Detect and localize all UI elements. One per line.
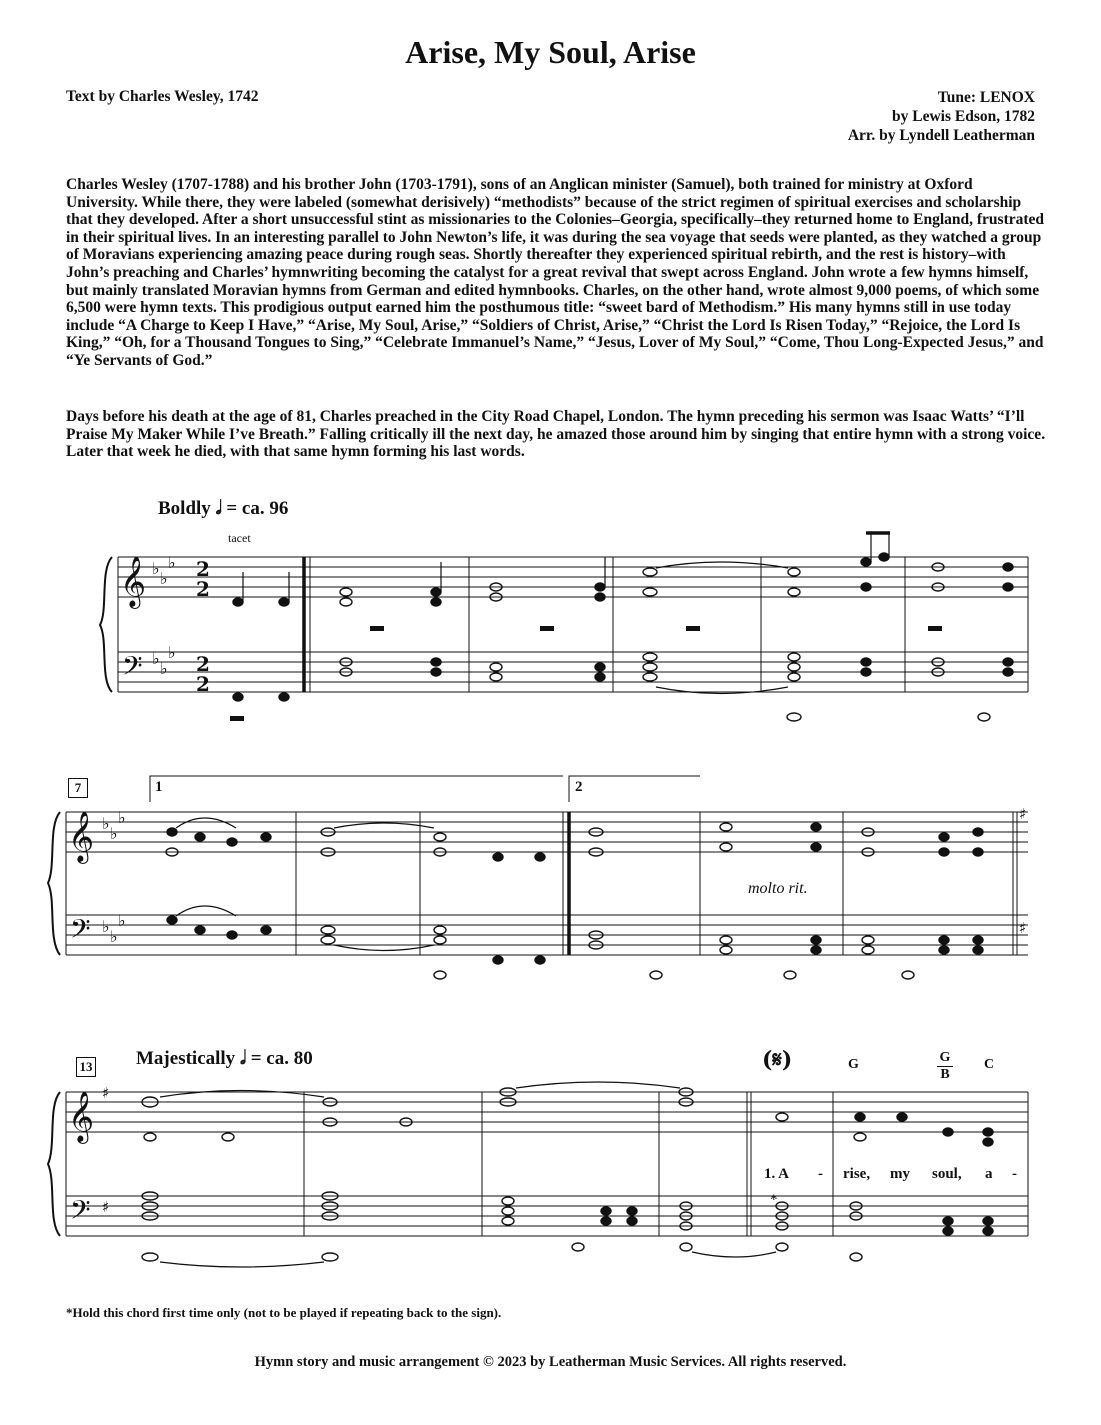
- svg-text:♭: ♭: [160, 659, 168, 678]
- chord-symbol-g: G: [848, 1057, 859, 1072]
- half-note-icon: 𝅗𝅥: [215, 497, 222, 519]
- svg-text:♭: ♭: [110, 927, 118, 946]
- svg-text:2: 2: [196, 672, 210, 696]
- svg-text:♭: ♭: [168, 643, 176, 662]
- lyric-soul: soul,: [932, 1166, 962, 1182]
- lyric-my: my: [890, 1166, 910, 1182]
- tempo-marking-majestically: [136, 1047, 313, 1070]
- svg-text:♭: ♭: [152, 559, 160, 578]
- svg-text:𝄢: 𝄢: [122, 650, 143, 688]
- lyric-hyphen-2: -: [1012, 1166, 1017, 1182]
- chord-symbol-g-over-b: [937, 1050, 953, 1083]
- tempo-value: = ca. 80: [250, 1048, 313, 1069]
- svg-text:♯: ♯: [102, 1198, 110, 1216]
- lyric-hyphen: -: [818, 1166, 823, 1182]
- system-2-bass-staff: [66, 915, 1028, 955]
- svg-text:♭: ♭: [118, 911, 126, 930]
- asterisk-mark: *: [770, 1192, 778, 1208]
- lyric-a: a: [985, 1166, 993, 1182]
- chord-bass: B: [940, 1067, 950, 1082]
- lyric-verse-1-a: 1. A: [764, 1166, 790, 1182]
- system-1-treble-staff: [118, 557, 1028, 597]
- tempo-value: = ca. 96: [226, 498, 289, 519]
- arranger: Arr. by Lyndell Leatherman: [847, 127, 1035, 144]
- hymn-story-paragraph-1: Charles Wesley (1707-1788) and his brother John (1703-1791), sons of an Anglican minister (Samuel), both trained for ministry at Oxford University. While there, they were labeled (somewhat derisively) “methodists” because of the strict regimen of spiritual exercises and scholarship that they developed. After a short unsuccessful stint as missionaries to the Colonies–Georgia, specifically–they returned home to England, frustrated in their spiritual lives. In an interesting parallel to John Newton’s life, it was during the sea voyage that seeds were planted, as they watched a group of Moravians experiencing amazing peace during rough seas. Shortly thereafter they experienced spiritual rebirth, and the rest is history–with John’s preaching and Charles’ hymnwriting becoming the catalyst for a great revival that swept across England. John wrote a few hymns himself, but mainly translated Moravian hymns from German and edited hymnbooks. Charles, on the other hand, wrote almost 9,000 poems, of which some 6,500 were hymn texts. This prodigious output earned him the posthumous title: “sweet bard of Methodism.” His many hymns still in use today include “A Charge to Keep I Have,” “Arise, My Soul, Arise,” “Soldiers of Christ, Arise,” “Christ the Lord Is Risen Today,” “Rejoice, the Lord Is King,” “Oh, for a Thousand Tongues to Sing,” “Celebrate Immanuel’s Name,” “Jesus, Lover of My Soul,” “Come, Thou Long-Expected Jesus,” and “Ye Servants of God.”: [66, 176, 1045, 369]
- measure-number-7: 7: [68, 778, 88, 798]
- tune-composer: by Lewis Edson, 1782: [892, 108, 1035, 125]
- system-3-treble-staff: [66, 1092, 1028, 1132]
- system-3-bass-staff: [66, 1196, 1028, 1236]
- page-title: Arise, My Soul, Arise: [405, 34, 696, 70]
- tempo-word: Boldly: [158, 498, 211, 519]
- svg-text:♭: ♭: [152, 649, 160, 668]
- svg-text:♭: ♭: [110, 824, 118, 843]
- tune-name: Tune: LENOX: [937, 89, 1035, 106]
- first-ending-label: 1: [155, 779, 163, 795]
- svg-text:𝄢: 𝄢: [70, 913, 91, 951]
- tempo-word: Majestically: [136, 1048, 236, 1069]
- chord-symbol-c: C: [984, 1057, 995, 1072]
- svg-text:2: 2: [196, 652, 210, 676]
- tacet-label: tacet: [228, 531, 251, 545]
- svg-text:♭: ♭: [168, 553, 176, 572]
- svg-text:♯: ♯: [1019, 919, 1027, 937]
- measure-number-13: 13: [76, 1057, 96, 1077]
- chord-root: G: [937, 1050, 953, 1067]
- svg-text:♯: ♯: [1019, 805, 1027, 823]
- svg-text:♭: ♭: [102, 917, 110, 936]
- svg-text:♭: ♭: [118, 808, 126, 827]
- text-credit: Text by Charles Wesley, 1742: [66, 88, 259, 105]
- segno-sign: (𝄋): [762, 1047, 793, 1073]
- hymn-story-paragraph-2: Days before his death at the age of 81, Charles preached in the City Road Chapel, London. The hymn preceding his sermon was Isaac Watts’ “I’ll Praise My Maker While I’ve Breath.” Falling critically ill the next day, he amazed those around him by singing that entire hymn with a strong voice. Later that week he died, with that same hymn forming his last words.: [66, 408, 1046, 461]
- svg-text:𝄞: 𝄞: [68, 1091, 95, 1142]
- half-note-icon: 𝅗𝅥: [239, 1047, 246, 1069]
- svg-text:2: 2: [196, 557, 210, 581]
- svg-text:♭: ♭: [160, 569, 168, 588]
- svg-text:♯: ♯: [102, 1084, 110, 1102]
- svg-text:𝄞: 𝄞: [68, 811, 95, 862]
- lyric-rise: rise,: [843, 1166, 871, 1182]
- svg-text:𝄢: 𝄢: [70, 1194, 91, 1232]
- svg-text:2: 2: [196, 577, 210, 601]
- second-ending-label: 2: [575, 779, 583, 795]
- svg-text:𝄞: 𝄞: [120, 556, 147, 607]
- molto-rit-marking: molto rit.: [748, 880, 808, 897]
- tempo-marking-boldly: [158, 497, 288, 520]
- system-1-bass-staff: [118, 652, 1028, 692]
- copyright-notice: Hymn story and music arrangement © 2023 by Leatherman Music Services. All rights reserved.: [254, 1354, 847, 1370]
- footnote: *Hold this chord first time only (not to be played if repeating back to the sign).: [66, 1305, 502, 1320]
- svg-text:♭: ♭: [102, 814, 110, 833]
